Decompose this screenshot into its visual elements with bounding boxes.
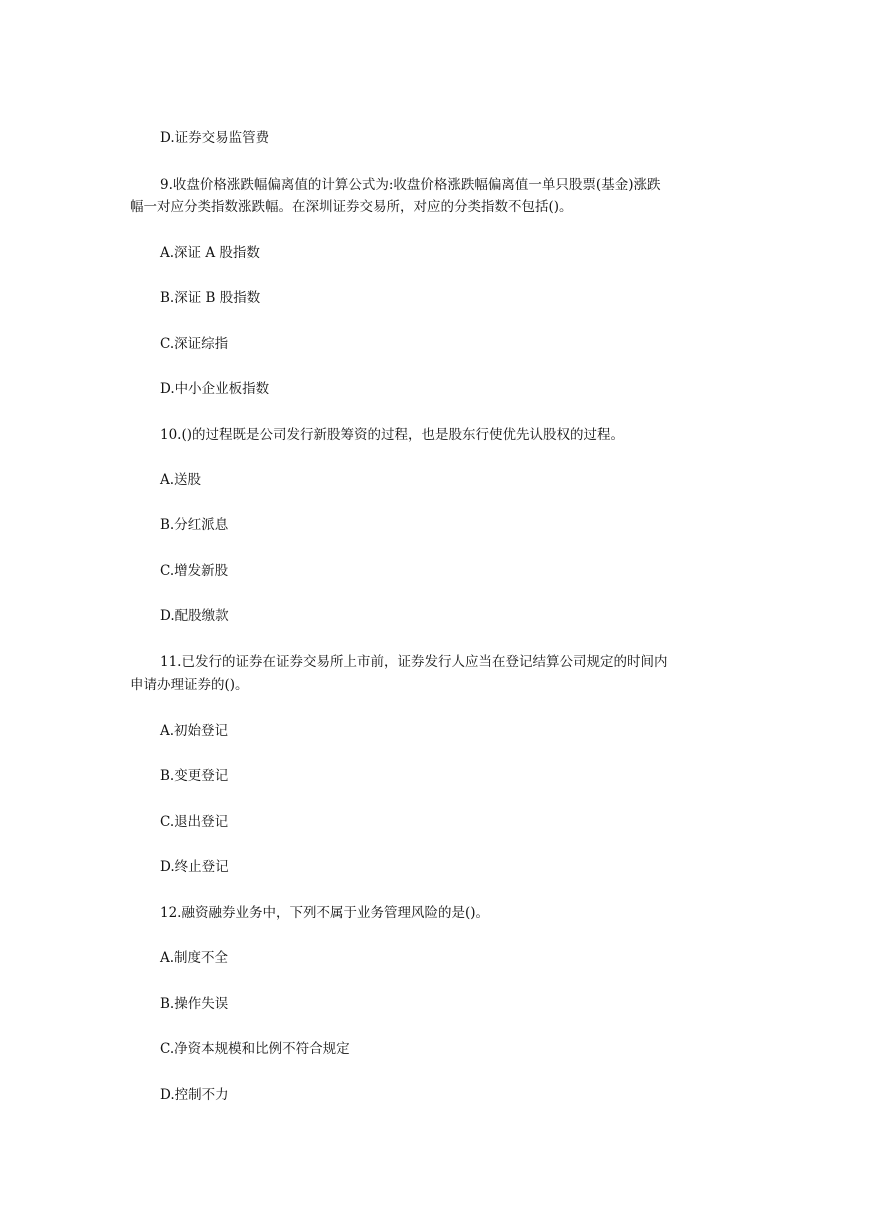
q10-option-c: C.增发新股 [160,563,229,579]
q9-stem-line1: 9.收盘价格涨跌幅偏离值的计算公式为:收盘价格涨跌幅偏离值一单只股票(基金)涨跌 [160,177,661,193]
q10-option-d: D.配股缴款 [160,608,229,624]
q11-stem-line1: 11.已发行的证券在证券交易所上市前，证券发行人应当在登记结算公司规定的时间内 [160,654,668,670]
q8-option-d: D.证券交易监管费 [160,130,270,146]
q9-option-c: C.深证综指 [160,336,229,352]
q9-stem-line2: 幅一对应分类指数涨跌幅。在深圳证券交易所，对应的分类指数不包括()。 [130,199,573,215]
q12-option-a: A.制度不全 [160,950,229,966]
q12-option-b: B.操作失误 [160,996,229,1012]
q9-option-b: B.深证 B 股指数 [160,290,261,306]
q10-stem-line1: 10.()的过程既是公司发行新股筹资的过程，也是股东行使优先认股权的过程。 [160,427,625,443]
q11-stem-line2: 申请办理证券的()。 [130,677,249,693]
q10-option-a: A.送股 [160,472,202,488]
q9-option-d: D.中小企业板指数 [160,381,270,397]
q12-stem-line1: 12.融资融券业务中，下列不属于业务管理风险的是()。 [160,905,490,921]
q11-option-a: A.初始登记 [160,723,229,739]
q10-option-b: B.分红派息 [160,517,229,533]
q12-option-d: D.控制不力 [160,1087,229,1103]
q9-option-a: A.深证 A 股指数 [160,245,260,261]
q11-option-c: C.退出登记 [160,814,229,830]
q11-option-d: D.终止登记 [160,859,229,875]
q12-option-c: C.净资本规模和比例不符合规定 [160,1041,350,1057]
q11-option-b: B.变更登记 [160,768,229,784]
